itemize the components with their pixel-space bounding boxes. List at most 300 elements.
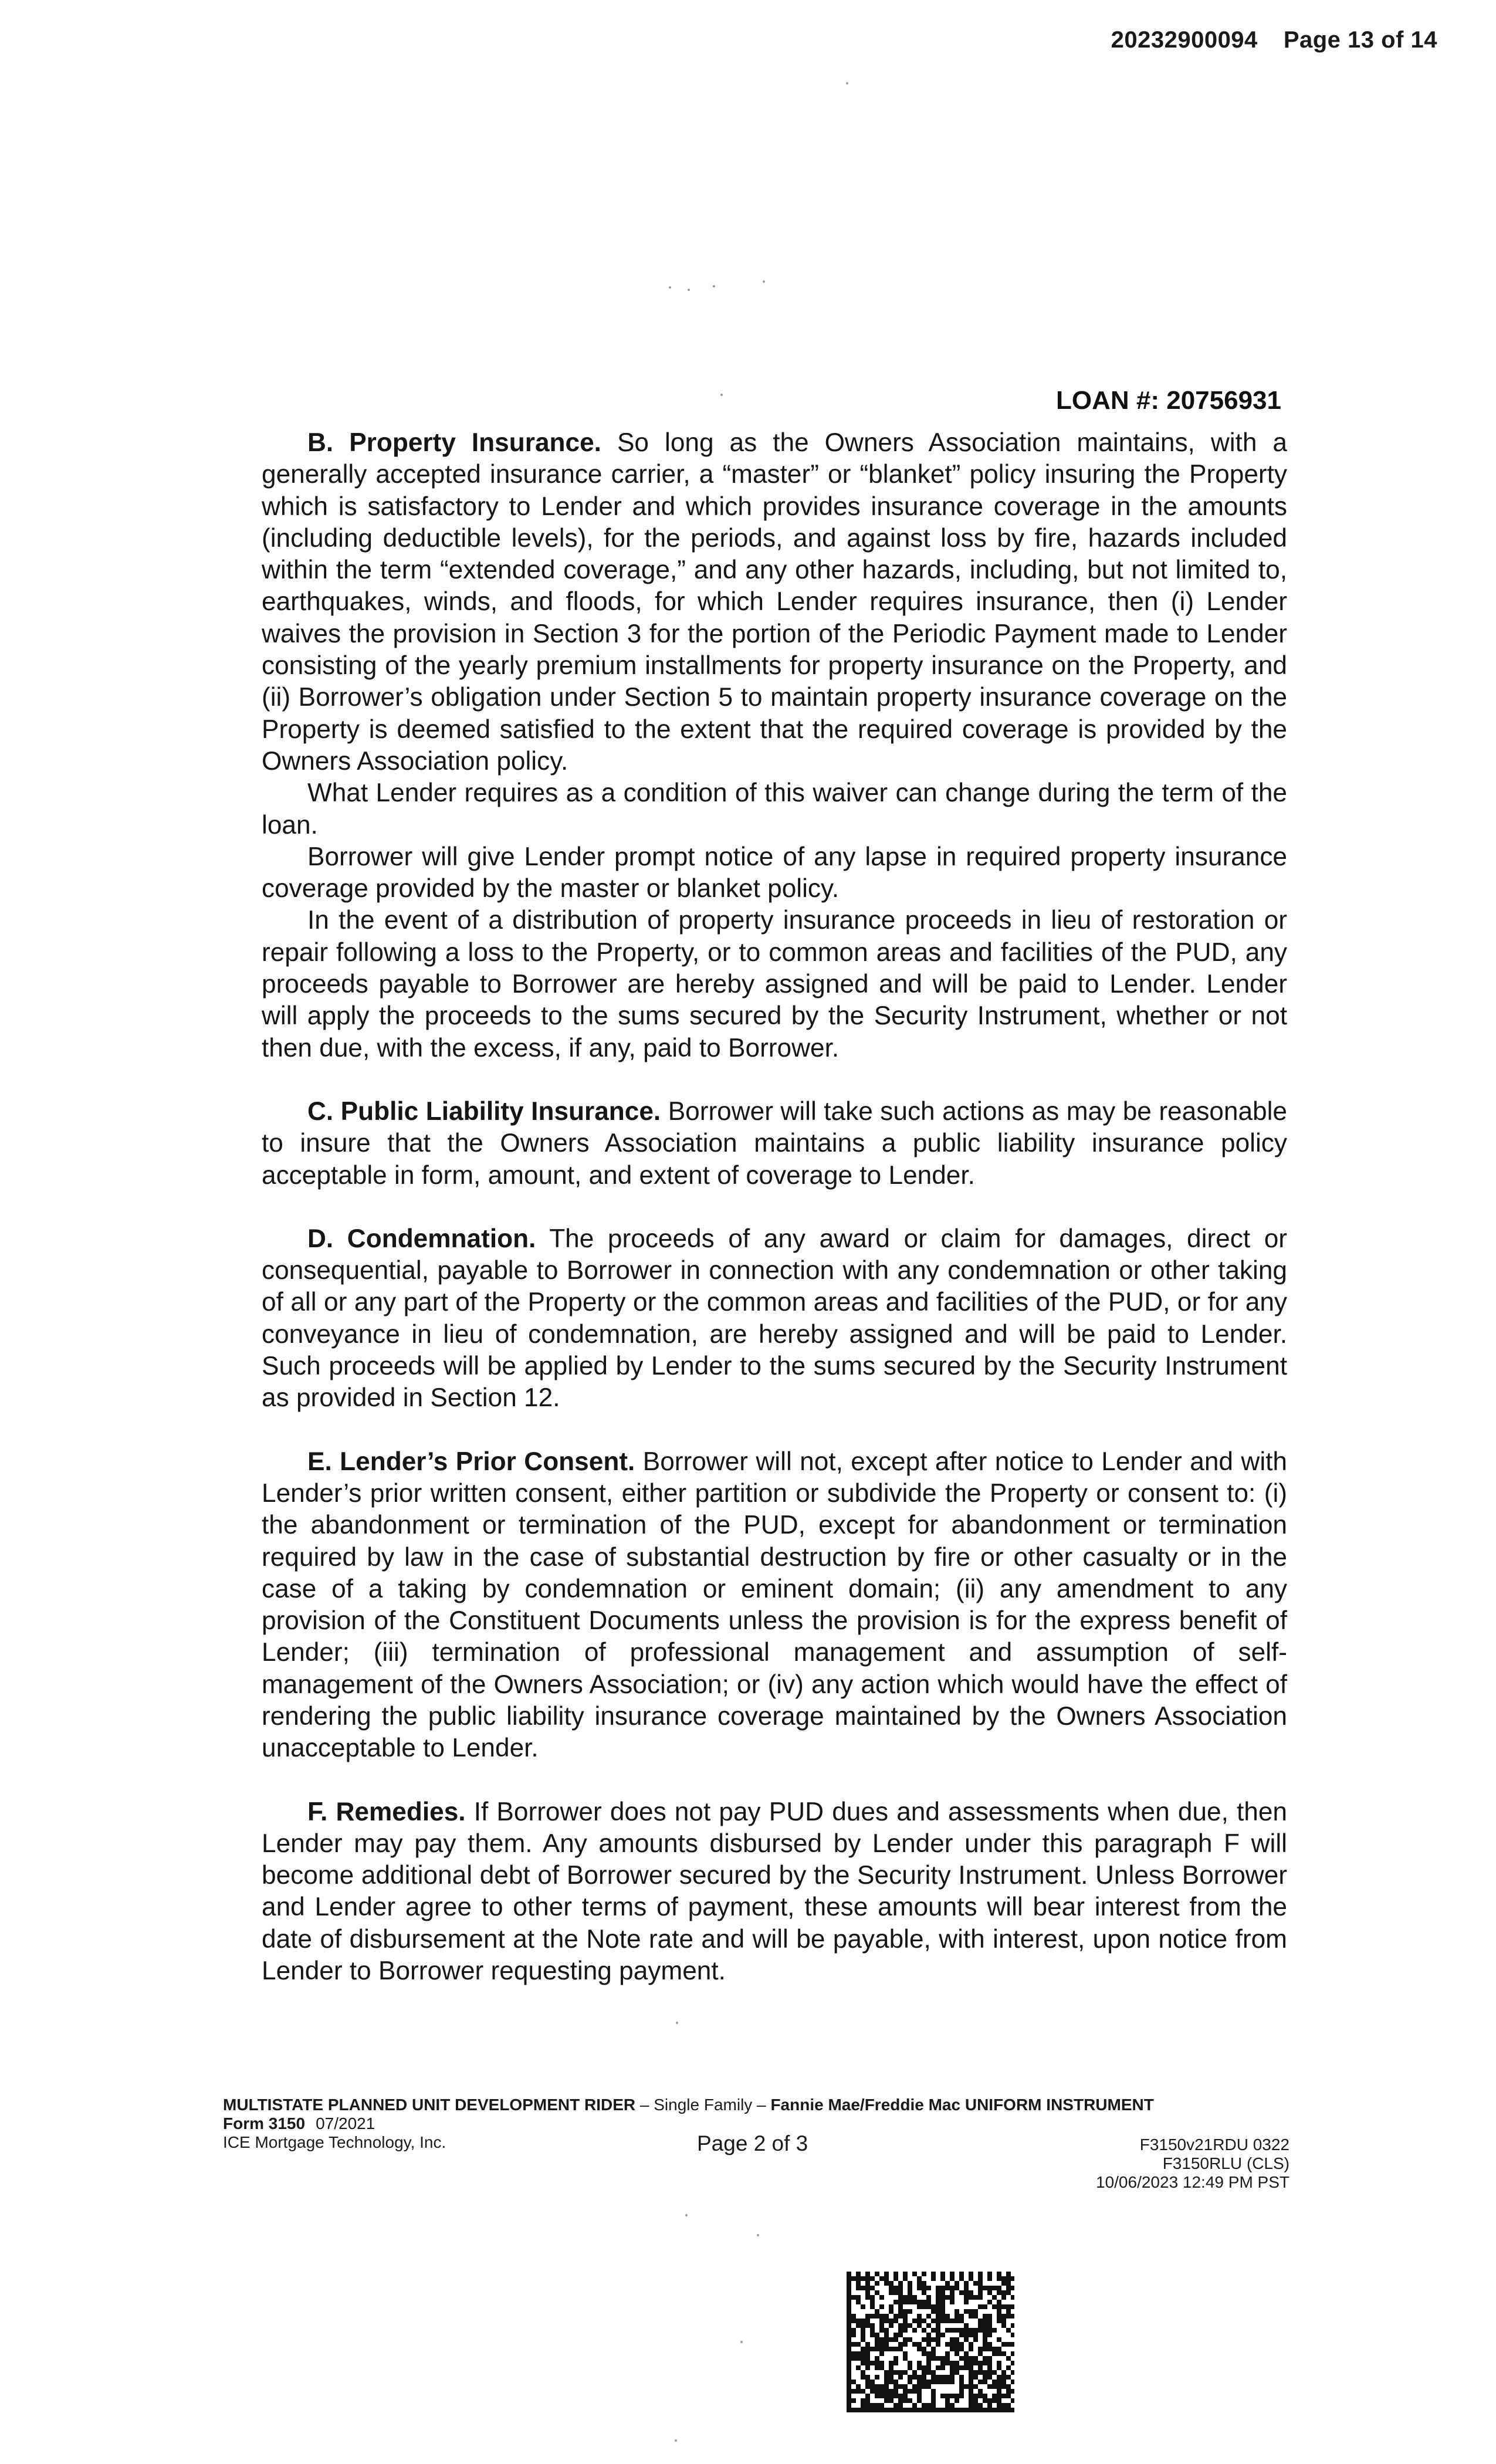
barcode-module: [879, 2342, 884, 2347]
barcode-module: [1011, 2295, 1014, 2300]
barcode-module: [884, 2272, 889, 2276]
barcode-module: [865, 2295, 870, 2300]
barcode-module: [950, 2276, 955, 2281]
barcode-module: [879, 2323, 884, 2328]
barcode-module: [898, 2309, 903, 2314]
barcode-module: [917, 2323, 922, 2328]
barcode-module: [847, 2323, 851, 2328]
barcode-module: [908, 2290, 912, 2295]
barcode-module: [945, 2342, 950, 2347]
barcode-module: [1006, 2286, 1011, 2290]
barcode-module: [926, 2361, 931, 2365]
barcode-module: [884, 2370, 889, 2375]
barcode-module: [908, 2286, 912, 2290]
barcode-module: [950, 2272, 955, 2276]
barcode-module: [945, 2295, 950, 2300]
barcode-module: [1001, 2384, 1006, 2389]
barcode-module: [870, 2323, 875, 2328]
barcode-module: [978, 2394, 983, 2398]
barcode-module: [969, 2333, 973, 2337]
barcode-module: [987, 2272, 992, 2276]
barcode-module: [997, 2290, 1001, 2295]
barcode-module: [931, 2304, 936, 2309]
barcode-module: [959, 2290, 964, 2295]
barcode-module: [1011, 2370, 1014, 2375]
barcode-module: [955, 2365, 959, 2370]
barcode-module: [847, 2300, 851, 2304]
barcode-module: [861, 2323, 865, 2328]
barcode-module: [969, 2403, 973, 2408]
barcode-module: [898, 2304, 903, 2309]
barcode-module: [964, 2300, 969, 2304]
barcode-module: [959, 2365, 964, 2370]
barcode-module: [1001, 2408, 1006, 2412]
barcode-module: [964, 2337, 969, 2342]
barcode-module: [1006, 2394, 1011, 2398]
barcode-module: [917, 2276, 922, 2281]
barcode-module: [856, 2384, 861, 2389]
barcode-module: [893, 2337, 898, 2342]
barcode-module: [861, 2337, 865, 2342]
barcode-module: [922, 2281, 926, 2286]
barcode-module: [983, 2347, 987, 2351]
barcode-module: [931, 2347, 936, 2351]
barcode-module: [936, 2314, 940, 2319]
section-b-text: So long as the Owners Association maintains, with a generally accepted insurance carrier, a “master” or “blanket” policy insuring the Property which is satisfactory to Lender and which provides insurance coverage in the amounts (including deductible levels), for the periods, and against loss by fire, hazards included within the term “extended coverage,” and any other hazards, including, but not limited to, earthquakes, winds, and floods, for which Lender requires insurance, then (i) Lender waives the provision in Section 3 for the portion of the Periodic Payment made to Lender consisting of the yearly premium installments for property insurance on the Property, and (ii) Borrower’s obligation under Section 5 to maintain property insurance coverage on the Property is deemed satisfied to the extent that the required coverage is provided by the Owners Association policy.: [262, 428, 1287, 776]
barcode-module: [898, 2323, 903, 2328]
barcode-module: [922, 2300, 926, 2304]
barcode-module: [879, 2361, 884, 2365]
barcode-module: [997, 2389, 1001, 2394]
barcode-module: [959, 2408, 964, 2412]
barcode-module: [945, 2398, 950, 2403]
barcode-module: [861, 2389, 865, 2394]
footer-company: ICE Mortgage Technology, Inc.: [223, 2133, 446, 2151]
barcode-module: [926, 2384, 931, 2389]
barcode-module: [889, 2408, 893, 2412]
barcode-module: [973, 2398, 978, 2403]
barcode-module: [875, 2356, 879, 2361]
barcode-module: [870, 2333, 875, 2337]
barcode-module: [997, 2286, 1001, 2290]
barcode-module: [997, 2403, 1001, 2408]
barcode-module: [889, 2347, 893, 2351]
barcode-module: [1001, 2276, 1006, 2281]
barcode-module: [879, 2295, 884, 2300]
barcode-module: [861, 2286, 865, 2290]
barcode-module: [969, 2380, 973, 2384]
barcode-module: [893, 2361, 898, 2365]
barcode-module: [997, 2276, 1001, 2281]
barcode-module: [973, 2356, 978, 2361]
barcode-module: [983, 2398, 987, 2403]
scan-speck: [846, 82, 848, 84]
barcode-module: [978, 2365, 983, 2370]
barcode-module: [969, 2398, 973, 2403]
barcode-module: [1006, 2276, 1011, 2281]
barcode-module: [889, 2398, 893, 2403]
barcode-module: [936, 2337, 940, 2342]
barcode-module: [856, 2342, 861, 2347]
barcode-module: [983, 2375, 987, 2380]
barcode-module: [973, 2384, 978, 2389]
barcode-module: [940, 2314, 945, 2319]
footer-form-date: 07/2021: [316, 2114, 375, 2133]
barcode-module: [856, 2323, 861, 2328]
barcode-module: [940, 2304, 945, 2309]
barcode-module: [950, 2361, 955, 2365]
barcode-module: [903, 2300, 908, 2304]
footer-code-1: F3150v21RDU 0322: [1139, 2135, 1289, 2154]
barcode-module: [879, 2384, 884, 2389]
barcode-module: [865, 2272, 870, 2276]
barcode-module: [926, 2323, 931, 2328]
barcode-module: [950, 2365, 955, 2370]
barcode-module: [1011, 2342, 1014, 2347]
barcode-module: [865, 2342, 870, 2347]
barcode-module: [861, 2370, 865, 2375]
barcode-module: [889, 2290, 893, 2295]
barcode-module: [973, 2337, 978, 2342]
section-e-heading: E. Lender’s Prior Consent.: [307, 1447, 635, 1476]
barcode-module: [978, 2276, 983, 2281]
barcode-module: [884, 2319, 889, 2323]
barcode-module: [959, 2380, 964, 2384]
barcode-module: [964, 2384, 969, 2389]
barcode-module: [875, 2403, 879, 2408]
barcode-module: [917, 2365, 922, 2370]
barcode-module: [1001, 2319, 1006, 2323]
barcode-module: [940, 2333, 945, 2337]
barcode-module: [1006, 2384, 1011, 2389]
barcode-module: [898, 2408, 903, 2412]
barcode-module: [898, 2300, 903, 2304]
barcode-module: [870, 2304, 875, 2309]
barcode-module: [847, 2286, 851, 2290]
barcode-module: [997, 2337, 1001, 2342]
barcode-module: [908, 2295, 912, 2300]
barcode-module: [879, 2328, 884, 2333]
barcode-module: [955, 2370, 959, 2375]
barcode-module: [931, 2272, 936, 2276]
barcode-module: [1011, 2314, 1014, 2319]
barcode-module: [964, 2408, 969, 2412]
barcode-module: [997, 2300, 1001, 2304]
barcode-module: [861, 2304, 865, 2309]
barcode-module: [987, 2365, 992, 2370]
barcode-module: [1011, 2361, 1014, 2365]
barcode-module: [870, 2286, 875, 2290]
barcode-module: [847, 2304, 851, 2309]
barcode-module: [861, 2408, 865, 2412]
barcode-module: [865, 2281, 870, 2286]
barcode-module: [1006, 2304, 1011, 2309]
barcode-module: [898, 2375, 903, 2380]
barcode-module: [884, 2314, 889, 2319]
barcode-module: [997, 2394, 1001, 2398]
barcode-module: [973, 2333, 978, 2337]
barcode-module: [1001, 2403, 1006, 2408]
barcode-module: [969, 2365, 973, 2370]
barcode-module: [931, 2408, 936, 2412]
barcode-module: [936, 2300, 940, 2304]
footer-code-2: F3150RLU (CLS): [1162, 2154, 1289, 2172]
barcode-module: [856, 2319, 861, 2323]
barcode-module: [851, 2328, 856, 2333]
barcode-module: [987, 2398, 992, 2403]
barcode-module: [926, 2304, 931, 2309]
barcode-module: [870, 2314, 875, 2319]
barcode-module: [903, 2394, 908, 2398]
barcode-module: [893, 2408, 898, 2412]
barcode-module: [1001, 2295, 1006, 2300]
barcode-module: [931, 2370, 936, 2375]
barcode-module: [992, 2328, 997, 2333]
barcode-module: [973, 2309, 978, 2314]
barcode-module: [983, 2319, 987, 2323]
barcode-module: [987, 2375, 992, 2380]
barcode-module: [861, 2403, 865, 2408]
barcode-module: [931, 2403, 936, 2408]
barcode-module: [893, 2276, 898, 2281]
section-e-paragraph: [262, 1446, 1287, 1765]
barcode-module: [912, 2384, 917, 2389]
barcode-module: [879, 2276, 884, 2281]
barcode-module: [959, 2356, 964, 2361]
barcode-module: [1011, 2323, 1014, 2328]
barcode-module: [992, 2384, 997, 2389]
barcode-module: [875, 2281, 879, 2286]
barcode-module: [955, 2286, 959, 2290]
barcode-module: [955, 2342, 959, 2347]
barcode-module: [936, 2304, 940, 2309]
barcode-module: [879, 2403, 884, 2408]
barcode-module: [936, 2319, 940, 2323]
barcode-module: [959, 2328, 964, 2333]
barcode-module: [861, 2361, 865, 2365]
barcode-module: [969, 2309, 973, 2314]
barcode-module: [917, 2361, 922, 2365]
section-d-heading: D. Condemnation.: [307, 1224, 536, 1253]
barcode-module: [959, 2375, 964, 2380]
barcode-module: [893, 2333, 898, 2337]
barcode-module: [884, 2380, 889, 2384]
barcode-module: [940, 2309, 945, 2314]
barcode-module: [936, 2295, 940, 2300]
barcode-module: [912, 2300, 917, 2304]
barcode-module: [936, 2290, 940, 2295]
barcode-module: [847, 2384, 851, 2389]
barcode-module: [865, 2408, 870, 2412]
barcode-module: [931, 2276, 936, 2281]
barcode-module: [856, 2389, 861, 2394]
footer-title-bold: MULTISTATE PLANNED UNIT DEVELOPMENT RIDER: [223, 2096, 636, 2114]
barcode-module: [875, 2290, 879, 2295]
barcode-module: [926, 2295, 931, 2300]
barcode-module: [983, 2361, 987, 2365]
barcode-module: [945, 2286, 950, 2290]
barcode-module: [987, 2276, 992, 2281]
barcode-module: [847, 2361, 851, 2365]
barcode-module: [926, 2356, 931, 2361]
barcode-module: [893, 2347, 898, 2351]
barcode-module: [879, 2347, 884, 2351]
barcode-module: [978, 2361, 983, 2365]
barcode-module: [865, 2276, 870, 2281]
barcode-module: [945, 2356, 950, 2361]
barcode-module: [903, 2276, 908, 2281]
barcode-module: [936, 2333, 940, 2337]
barcode-module: [865, 2403, 870, 2408]
recording-page-label: Page 13 of 14: [1283, 27, 1437, 53]
barcode-module: [912, 2408, 917, 2412]
barcode-module: [865, 2347, 870, 2351]
barcode-module: [865, 2361, 870, 2365]
barcode-module: [955, 2351, 959, 2356]
barcode-module: [875, 2389, 879, 2394]
barcode-module: [931, 2375, 936, 2380]
barcode-module: [936, 2328, 940, 2333]
footer-page-number: Page 2 of 3: [697, 2131, 808, 2155]
barcode-module: [936, 2356, 940, 2361]
barcode-module: [964, 2365, 969, 2370]
barcode-module: [969, 2375, 973, 2380]
barcode-module: [959, 2389, 964, 2394]
barcode-module: [879, 2314, 884, 2319]
barcode-module: [987, 2384, 992, 2389]
barcode-module: [959, 2384, 964, 2389]
barcode-module: [889, 2394, 893, 2398]
barcode-module: [950, 2295, 955, 2300]
barcode-module: [978, 2295, 983, 2300]
barcode-module: [983, 2342, 987, 2347]
barcode-module: [978, 2347, 983, 2351]
barcode-module: [987, 2347, 992, 2351]
barcode-module: [875, 2375, 879, 2380]
barcode-module: [997, 2319, 1001, 2323]
barcode-module: [955, 2337, 959, 2342]
barcode-module: [903, 2351, 908, 2356]
barcode-module: [865, 2380, 870, 2384]
barcode-module: [1011, 2286, 1014, 2290]
barcode-module: [926, 2333, 931, 2337]
barcode-module: [959, 2314, 964, 2319]
barcode-module: [912, 2375, 917, 2380]
barcode-module: [861, 2276, 865, 2281]
barcode-module: [875, 2361, 879, 2365]
barcode-module: [1011, 2398, 1014, 2403]
barcode-module: [1006, 2365, 1011, 2370]
barcode-module: [950, 2328, 955, 2333]
barcode-module: [889, 2380, 893, 2384]
footer-right: [1096, 2135, 1289, 2192]
barcode-module: [978, 2304, 983, 2309]
barcode-module: [992, 2286, 997, 2290]
barcode-module: [978, 2380, 983, 2384]
barcode-module: [978, 2323, 983, 2328]
barcode-module: [856, 2276, 861, 2281]
barcode-module: [978, 2328, 983, 2333]
barcode-module: [847, 2389, 851, 2394]
barcode-module: [879, 2365, 884, 2370]
barcode-module: [898, 2281, 903, 2286]
barcode-module: [922, 2347, 926, 2351]
scan-speck: [675, 2439, 677, 2442]
barcode-module: [940, 2365, 945, 2370]
barcode-module: [950, 2394, 955, 2398]
barcode-module: [955, 2309, 959, 2314]
barcode-module: [922, 2351, 926, 2356]
barcode-module: [903, 2398, 908, 2403]
barcode-module: [875, 2333, 879, 2337]
barcode-module: [884, 2394, 889, 2398]
barcode-module: [884, 2342, 889, 2347]
barcode-module: [922, 2319, 926, 2323]
barcode-module: [893, 2314, 898, 2319]
barcode-module: [870, 2408, 875, 2412]
barcode-module: [847, 2342, 851, 2347]
section-e-text: Borrower will not, except after notice to Lender and with Lender’s prior written consent, either partition or subdivide the Property or consent to: (i) the abandonment or termination of the PUD, except for abandonment or termination required by law in the case of substantial destruction by fire or other casualty or in the case of a taking by condemnation or eminent domain; (ii) any amendment to any provision of the Constituent Documents unless the provision is for the express benefit of Lender; (iii) termination of professional management and assumption of self-management of the Owners Association; or (iv) any action which would have the effect of rendering the public liability insurance coverage maintained by the Owners Association unacceptable to Lender.: [262, 1447, 1287, 1763]
barcode-module: [931, 2394, 936, 2398]
barcode-module: [992, 2398, 997, 2403]
barcode-module: [987, 2300, 992, 2304]
barcode-module: [973, 2314, 978, 2319]
barcode-module: [879, 2351, 884, 2356]
barcode-module: [950, 2375, 955, 2380]
barcode-module: [898, 2314, 903, 2319]
barcode-module: [889, 2370, 893, 2375]
barcode-module: [992, 2351, 997, 2356]
barcode-module: [945, 2403, 950, 2408]
barcode-module: [889, 2323, 893, 2328]
barcode-module: [926, 2314, 931, 2319]
barcode-module: [1001, 2314, 1006, 2319]
barcode-module: [931, 2337, 936, 2342]
barcode-module: [1006, 2375, 1011, 2380]
footer-form-number: Form 3150: [223, 2114, 306, 2133]
barcode-module: [945, 2375, 950, 2380]
barcode-module: [940, 2286, 945, 2290]
barcode-module: [940, 2319, 945, 2323]
barcode-module: [926, 2380, 931, 2384]
barcode-module: [945, 2394, 950, 2398]
footer-title: [223, 2096, 1289, 2114]
barcode-module: [964, 2309, 969, 2314]
barcode-module: [879, 2304, 884, 2309]
barcode-module: [973, 2375, 978, 2380]
barcode-module: [955, 2394, 959, 2398]
barcode-module: [983, 2328, 987, 2333]
barcode-module: [903, 2342, 908, 2347]
barcode-module: [875, 2337, 879, 2342]
barcode-module: [964, 2333, 969, 2337]
barcode-module: [973, 2394, 978, 2398]
barcode-module: [889, 2281, 893, 2286]
barcode-module: [945, 2351, 950, 2356]
barcode-module: [908, 2323, 912, 2328]
barcode-module: [997, 2398, 1001, 2403]
barcode-module: [1006, 2408, 1011, 2412]
barcode-module: [847, 2314, 851, 2319]
barcode-module: [940, 2272, 945, 2276]
barcode-module: [987, 2333, 992, 2337]
barcode-module: [950, 2337, 955, 2342]
barcode-module: [917, 2398, 922, 2403]
barcode-module: [851, 2356, 856, 2361]
barcode-module: [1001, 2380, 1006, 2384]
barcode-module: [926, 2300, 931, 2304]
barcode-module: [847, 2328, 851, 2333]
